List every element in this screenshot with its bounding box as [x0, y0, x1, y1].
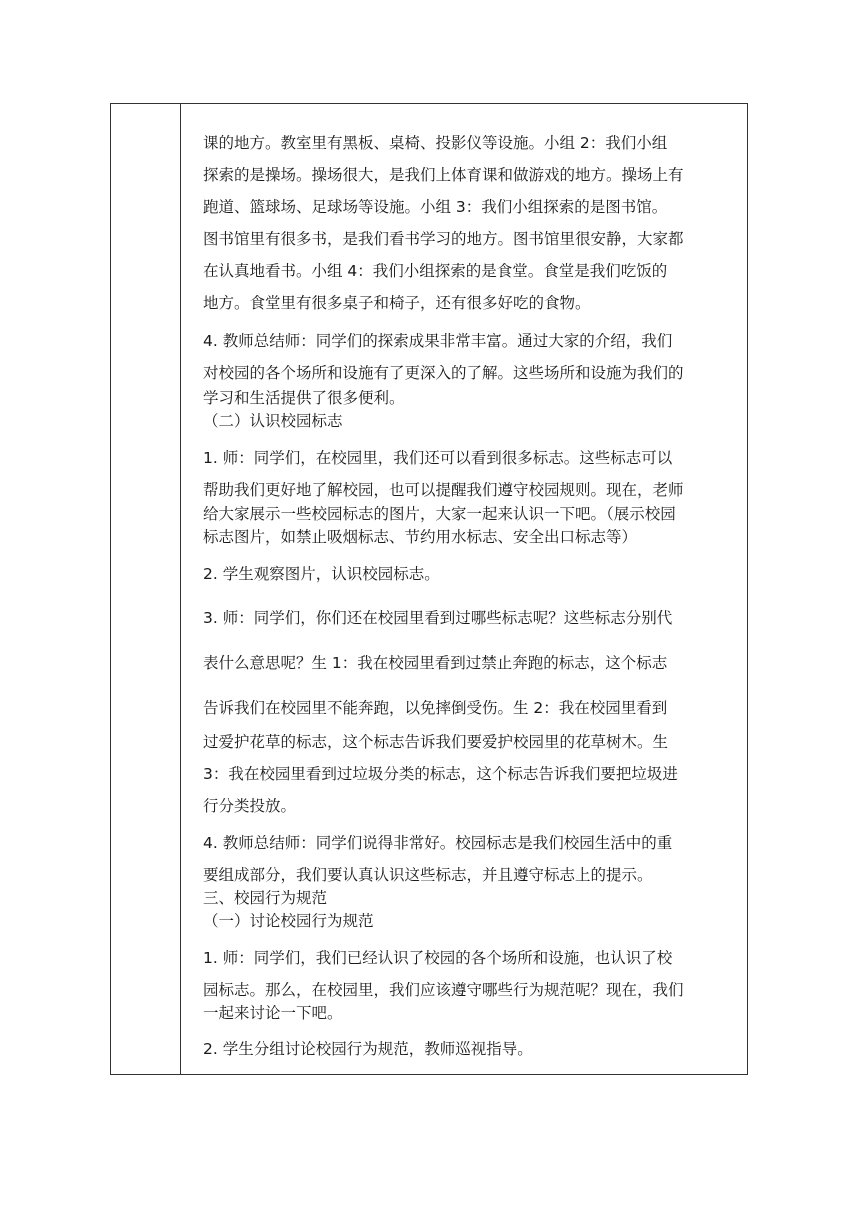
- text-line: 过爱护花草的标志，这个标志告诉我们要爱护校园里的花草树木。生: [203, 733, 669, 751]
- text-line: 3. 师：同学们，你们还在校园里看到过哪些标志呢？这些标志分别代: [203, 609, 673, 627]
- text-line: 学习和生活提供了很多便利。: [203, 389, 405, 407]
- text-line: 4. 教师总结师：同学们的探索成果非常丰富。通过大家的介绍，我们: [203, 332, 673, 350]
- text-line: 标志图片，如禁止吸烟标志、节约用水标志、安全出口标志等）: [203, 528, 638, 546]
- text-line: 地方。食堂里有很多桌子和椅子，还有很多好吃的食物。: [203, 294, 591, 312]
- text-line: 4. 教师总结师：同学们说得非常好。校园标志是我们校园生活中的重: [203, 834, 673, 852]
- text-line: 2. 学生观察图片，认识校园标志。: [203, 565, 440, 583]
- text-line: 在认真地看书。小组 4：我们小组探索的是食堂。食堂是我们吃饭的: [203, 262, 668, 280]
- text-line: 表什么意思呢？生 1：我在校园里看到过禁止奔跑的标志，这个标志: [203, 654, 668, 672]
- text-line: 3：我在校园里看到过垃圾分类的标志，这个标志告诉我们要把垃圾进: [203, 765, 678, 783]
- text-line: 探索的是操场。操场很大，是我们上体育课和做游戏的地方。操场上有: [203, 166, 684, 184]
- lesson-table: [110, 103, 748, 1075]
- text-line: 课的地方。教室里有黑板、桌椅、投影仪等设施。小组 2：我们小组: [203, 134, 668, 152]
- text-line: 跑道、篮球场、足球场等设施。小组 3：我们小组探索的是图书馆。: [203, 198, 668, 216]
- section-heading: （一）讨论校园行为规范: [203, 912, 374, 930]
- text-line: 1. 师：同学们，我们已经认识了校园的各个场所和设施，也认识了校: [203, 949, 673, 967]
- table-left-column: [111, 104, 181, 1074]
- text-line: 一起来讨论一下吧。: [203, 1004, 343, 1022]
- text-line: 图书馆里有很多书，是我们看书学习的地方。图书馆里很安静，大家都: [203, 230, 684, 248]
- text-line: 园标志。那么，在校园里，我们应该遵守哪些行为规范呢？现在，我们: [203, 981, 684, 999]
- text-line: 2. 学生分组讨论校园行为规范，教师巡视指导。: [203, 1040, 533, 1058]
- text-line: 1. 师：同学们，在校园里，我们还可以看到很多标志。这些标志可以: [203, 449, 673, 467]
- text-line: 行分类投放。: [203, 797, 297, 815]
- section-heading: 三、校园行为规范: [203, 889, 328, 907]
- text-line: 给大家展示一些校园标志的图片，大家一起来认识一下吧。（展示校园: [203, 505, 676, 523]
- text-line: 告诉我们在校园里不能奔跑，以免摔倒受伤。生 2：我在校园里看到: [203, 699, 668, 717]
- text-line: 要组成部分，我们要认真认识这些标志，并且遵守标志上的提示。: [203, 866, 653, 884]
- text-line: 对校园的各个场所和设施有了更深入的了解。这些场所和设施为我们的: [203, 364, 684, 382]
- text-line: 帮助我们更好地了解校园，也可以提醒我们遵守校园规则。现在，老师: [203, 481, 684, 499]
- section-heading: （二）认识校园标志: [203, 412, 343, 430]
